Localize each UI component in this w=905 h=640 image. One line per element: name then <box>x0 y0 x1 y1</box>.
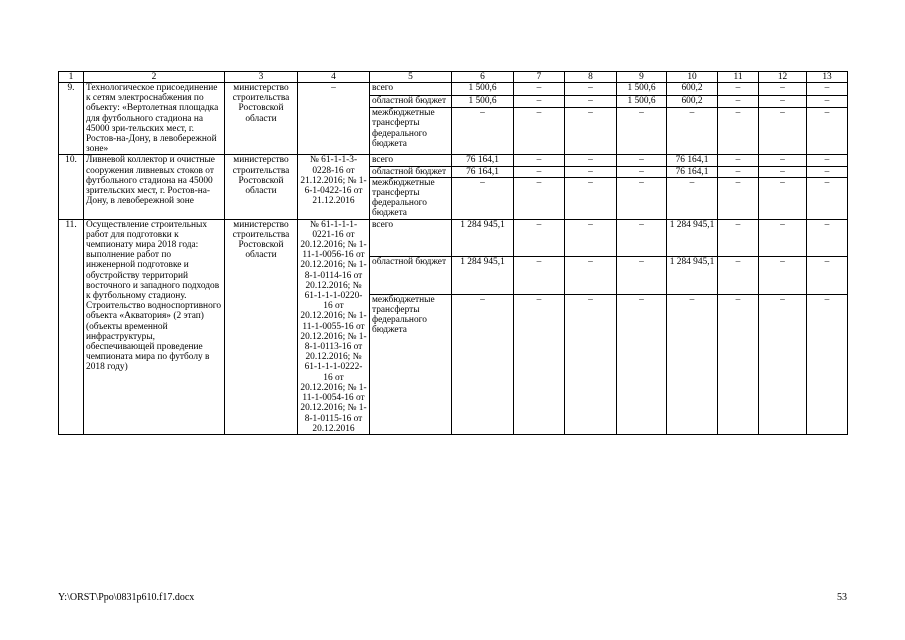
col-header: 12 <box>759 72 807 83</box>
value-cell: – <box>759 257 807 295</box>
value-cell: 1 500,6 <box>617 83 667 96</box>
document-cell: – <box>298 83 370 155</box>
value-cell: – <box>514 177 565 219</box>
value-cell: – <box>759 294 807 434</box>
budget-table <box>58 71 848 435</box>
col-header: 4 <box>298 72 370 83</box>
agency-cell: министерство строительства Ростовской области <box>225 155 298 219</box>
value-cell: – <box>718 108 759 155</box>
value-cell: – <box>617 108 667 155</box>
col-header: 1 <box>59 72 84 83</box>
value-cell: – <box>565 83 617 96</box>
value-cell: – <box>514 219 565 257</box>
col-header: 5 <box>370 72 452 83</box>
row-number: 10. <box>59 155 84 219</box>
value-cell: – <box>617 155 667 166</box>
value-cell: 76 164,1 <box>452 155 514 166</box>
value-cell: 1 500,6 <box>452 83 514 96</box>
funding-source: всего <box>370 83 452 96</box>
value-cell: – <box>718 83 759 96</box>
value-cell: 76 164,1 <box>667 155 718 166</box>
value-cell: – <box>759 108 807 155</box>
col-header: 2 <box>84 72 225 83</box>
value-cell: – <box>667 177 718 219</box>
value-cell: – <box>617 166 667 177</box>
value-cell: – <box>718 177 759 219</box>
value-cell: – <box>617 257 667 295</box>
row-number: 11. <box>59 219 84 434</box>
value-cell: – <box>617 177 667 219</box>
funding-source: межбюджетные трансферты федерального бюджета <box>370 108 452 155</box>
value-cell: – <box>565 257 617 295</box>
value-cell: – <box>759 177 807 219</box>
value-cell: – <box>667 108 718 155</box>
value-cell: 1 284 945,1 <box>667 219 718 257</box>
funding-source: межбюджетные трансферты федерального бюджета <box>370 294 452 434</box>
col-header: 6 <box>452 72 514 83</box>
table-row <box>59 83 848 96</box>
value-cell: – <box>807 219 848 257</box>
value-cell: – <box>807 83 848 96</box>
value-cell: – <box>759 95 807 108</box>
value-cell: – <box>718 166 759 177</box>
value-cell: – <box>452 177 514 219</box>
value-cell: – <box>759 219 807 257</box>
funding-source: областной бюджет <box>370 257 452 295</box>
value-cell: – <box>807 95 848 108</box>
value-cell: – <box>514 95 565 108</box>
page-number: 53 <box>837 592 847 603</box>
value-cell: – <box>514 294 565 434</box>
header-row <box>59 72 848 83</box>
value-cell: – <box>617 294 667 434</box>
value-cell: – <box>514 166 565 177</box>
value-cell: – <box>565 95 617 108</box>
value-cell: 1 284 945,1 <box>452 219 514 257</box>
col-header: 7 <box>514 72 565 83</box>
value-cell: – <box>759 166 807 177</box>
object-name: Ливневой коллектор и очистные сооружения ливневых стоков от футбольного стадиона на 45000 зрительских мест, г. Ростов-на-Дону, в левобережной зоне <box>84 155 225 219</box>
value-cell: – <box>565 108 617 155</box>
funding-source: всего <box>370 219 452 257</box>
value-cell: 1 500,6 <box>617 95 667 108</box>
value-cell: – <box>807 294 848 434</box>
row-number: 9. <box>59 83 84 155</box>
agency-cell: министерство строительства Ростовской области <box>225 219 298 434</box>
document-cell: № 61-1-1-3-0228-16 от 21.12.2016; № 1-6-1-0422-16 от 21.12.2016 <box>298 155 370 219</box>
value-cell: – <box>565 166 617 177</box>
col-header: 9 <box>617 72 667 83</box>
value-cell: – <box>718 155 759 166</box>
value-cell: – <box>807 166 848 177</box>
value-cell: – <box>718 294 759 434</box>
value-cell: – <box>718 257 759 295</box>
funding-source: межбюджетные трансферты федерального бюджета <box>370 177 452 219</box>
value-cell: – <box>452 108 514 155</box>
value-cell: – <box>514 155 565 166</box>
value-cell: – <box>514 108 565 155</box>
value-cell: 1 284 945,1 <box>452 257 514 295</box>
value-cell: – <box>807 108 848 155</box>
col-header: 10 <box>667 72 718 83</box>
value-cell: – <box>807 257 848 295</box>
file-path: Y:\ORST\Ppo\0831p610.f17.docx <box>58 592 195 603</box>
document-cell: № 61-1-1-1-0221-16 от 20.12.2016; № 1-11-1-0056-16 от 20.12.2016; № 1-8-1-0114-16 от 20.12.2016; № 61-1-1-1-0220-16 от 20.12.2016; № 1-11-1-0055-16 от 20.12.2016; № 1-8-1-0113-16 от 20.12.2016; № 61-1-1-1-0222-16 от 20.12.2016; № 1-11-1-0054-16 от 20.12.2016; № 1-8-1-0115-16 от 20.12.2016 <box>298 219 370 434</box>
value-cell: – <box>565 155 617 166</box>
agency-cell: министерство строительства Ростовской области <box>225 83 298 155</box>
value-cell: – <box>514 257 565 295</box>
col-header: 3 <box>225 72 298 83</box>
value-cell: 600,2 <box>667 83 718 96</box>
funding-source: всего <box>370 155 452 166</box>
value-cell: – <box>452 294 514 434</box>
value-cell: – <box>718 219 759 257</box>
value-cell: – <box>565 219 617 257</box>
value-cell: 76 164,1 <box>667 166 718 177</box>
value-cell: – <box>718 95 759 108</box>
value-cell: 1 500,6 <box>452 95 514 108</box>
table-row <box>59 155 848 166</box>
value-cell: – <box>667 294 718 434</box>
value-cell: 1 284 945,1 <box>667 257 718 295</box>
funding-source: областной бюджет <box>370 95 452 108</box>
object-name: Осуществление строительных работ для подготовки к чемпионату мира 2018 года: выполнение работ по инженерной подготовке и обустройству территорий восточного и западного подходов к футбольному стадиону. Строительство водноспортивного объекта «Акватория» (2 этап) (объекты временной инфраструктуры, обеспечивающей проведение чемпионата мира по футболу в 2018 году) <box>84 219 225 434</box>
col-header: 8 <box>565 72 617 83</box>
value-cell: – <box>514 83 565 96</box>
funding-source: областной бюджет <box>370 166 452 177</box>
value-cell: 76 164,1 <box>452 166 514 177</box>
value-cell: – <box>565 177 617 219</box>
col-header: 13 <box>807 72 848 83</box>
value-cell: – <box>759 155 807 166</box>
value-cell: – <box>807 155 848 166</box>
value-cell: – <box>617 219 667 257</box>
value-cell: – <box>759 83 807 96</box>
value-cell: 600,2 <box>667 95 718 108</box>
value-cell: – <box>565 294 617 434</box>
table-row <box>59 219 848 257</box>
object-name: Технологическое присоединение к сетям электроснабжения по объекту: «Вертолетная площадка для футбольного стадиона на 45000 зри-тельских мест, г. Ростов-на-Дону, в левобережной зоне» <box>84 83 225 155</box>
col-header: 11 <box>718 72 759 83</box>
value-cell: – <box>807 177 848 219</box>
